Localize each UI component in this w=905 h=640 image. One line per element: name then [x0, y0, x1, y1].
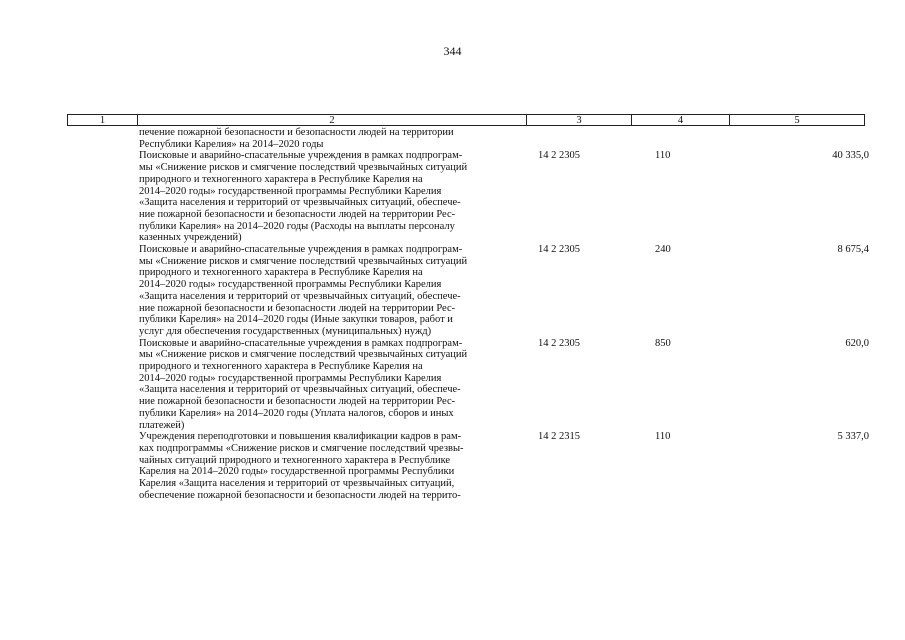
- row-description: Поисковые и аварийно-спасательные учреждения в рамках подпрограм- мы «Снижение рисков и смягчение последствий чрезвычайных ситуаций природного и техногенного характера в Республике Карелия на 2014–2020 годы» государственной программы Республики Карелия «Защита населения и территорий от чрезвычайных ситуаций, обеспече- ние пожарной безопасности и безопасности людей на территории Рес- публики Карелия» на 2014–2020 годы (Уплата налогов, сборов и иных платежей): [139, 337, 468, 431]
- row-description: Учреждения переподготовки и повышения квалификации кадров в рам- ках подпрограммы «Снижение рисков и смягчение последствий чрезвы- чайных ситуаций природного и техногенного характера в Республике Карелия на 2014–2020 годы» государственной программы Республики Карелия «Защита населения и территорий от чрезвычайных ситуаций, обеспечение пожарной безопасности и безопасности людей на террито-: [139, 431, 464, 501]
- table-row: [139, 431, 869, 501]
- row-code: 14 2 2315: [538, 431, 580, 443]
- row-description: печение пожарной безопасности и безопасности людей на территории Республики Карелия» на 2014–2020 годы: [139, 127, 454, 150]
- row-code: 14 2 2305: [538, 150, 580, 162]
- row-expense-type: 240: [655, 244, 671, 256]
- table-row: [139, 127, 869, 150]
- page-number: 344: [443, 44, 462, 58]
- row-expense-type: 110: [655, 431, 671, 443]
- table-header: [67, 114, 865, 126]
- row-description: Поисковые и аварийно-спасательные учреждения в рамках подпрограм- мы «Снижение рисков и смягчение последствий чрезвычайных ситуаций природного и техногенного характера в Республике Карелия на 2014–2020 годы» государственной программы Республики Карелия «Защита населения и территорий от чрезвычайных ситуаций, обеспече- ние пожарной безопасности и безопасности людей на территории Рес- публики Карелия» на 2014–2020 годы (Расходы на выплаты персоналу казенных учреждений): [139, 150, 468, 244]
- row-code: 14 2 2305: [538, 337, 580, 349]
- header-col-1: 1: [68, 115, 138, 125]
- row-description: Поисковые и аварийно-спасательные учреждения в рамках подпрограм- мы «Снижение рисков и смягчение последствий чрезвычайных ситуаций природного и техногенного характера в Республике Карелия на 2014–2020 годы» государственной программы Республики Карелия «Защита населения и территорий от чрезвычайных ситуаций, обеспече- ние пожарной безопасности и безопасности людей на территории Рес- публики Карелия» на 2014–2020 годы (Иные закупки товаров, работ и услуг для обеспечения государственных (муниципальных) нужд): [139, 244, 468, 337]
- row-amount: 8 675,4: [837, 244, 869, 256]
- header-col-3: 3: [527, 115, 632, 125]
- row-expense-type: 110: [655, 150, 671, 162]
- table-row: [139, 338, 869, 432]
- header-col-2: 2: [138, 115, 527, 125]
- row-amount: 5 337,0: [837, 431, 869, 443]
- row-expense-type: 850: [655, 337, 671, 349]
- header-col-4: 4: [632, 115, 730, 125]
- header-col-5: 5: [794, 115, 800, 126]
- table-row: [139, 244, 869, 338]
- row-amount: 620,0: [845, 337, 869, 349]
- table-body: [139, 127, 869, 502]
- row-code: 14 2 2305: [538, 244, 580, 256]
- table-row: [139, 150, 869, 244]
- row-amount: 40 335,0: [832, 150, 869, 162]
